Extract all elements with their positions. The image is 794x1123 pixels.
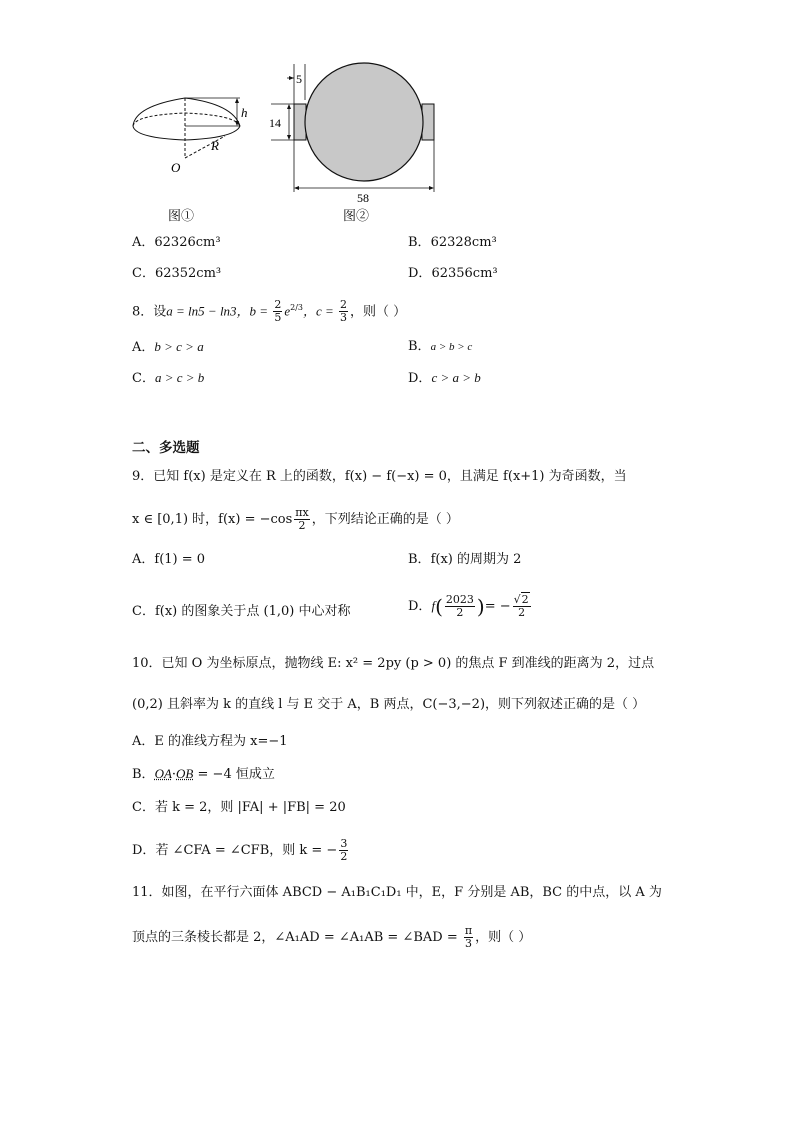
option-text: 62328cm³ bbox=[430, 235, 497, 250]
q11-line2 bbox=[132, 925, 531, 950]
q8-exp-base: e bbox=[284, 303, 291, 319]
q8-option-a bbox=[132, 338, 204, 357]
q8-option-b bbox=[408, 338, 472, 356]
q9-line2b: ，下列结论正确的是（ ） bbox=[311, 512, 459, 527]
q8-fraction-b bbox=[273, 299, 282, 324]
option-text: a > b > c bbox=[430, 341, 473, 353]
option-letter: B． bbox=[408, 552, 431, 567]
q8-option-c bbox=[132, 369, 204, 388]
frac-numerator: πx bbox=[295, 506, 309, 519]
option-text: b > c > a bbox=[154, 339, 204, 354]
option-letter: D． bbox=[408, 371, 432, 386]
option-text: a > c > b bbox=[154, 370, 205, 385]
q9-option-c bbox=[132, 603, 350, 621]
vector-OB: OB bbox=[176, 766, 194, 781]
q8-part2: ，c = bbox=[302, 303, 338, 319]
option-letter: C． bbox=[132, 371, 155, 386]
option-text: = −4 恒成立 bbox=[193, 767, 275, 782]
q7-option-c bbox=[132, 265, 221, 283]
q10-line2: (0,2) 且斜率为 k 的直线 l 与 E 交于 A，B 两点，C(−3,−2)，则下列叙述正确的是（ ） bbox=[132, 697, 646, 712]
frac-numerator: 2 bbox=[274, 298, 282, 312]
q8-number: 8．设 bbox=[132, 304, 167, 320]
q8-exp-sup: 2/3 bbox=[290, 303, 303, 312]
option-letter: D． bbox=[408, 599, 432, 614]
option-text: c > a > b bbox=[431, 370, 481, 385]
frac-denominator: 3 bbox=[340, 311, 348, 325]
R-label: R bbox=[211, 138, 219, 153]
figure-2-caption: 图② bbox=[343, 209, 370, 224]
h-label: h bbox=[241, 105, 248, 120]
q10-option-b bbox=[132, 765, 275, 784]
q8-part1: a = ln5 − ln3，b = bbox=[166, 303, 272, 319]
vector-OA: OA bbox=[154, 766, 172, 781]
frac-numerator: 2 bbox=[340, 298, 348, 312]
q10d-fraction bbox=[339, 838, 348, 863]
q9-line2 bbox=[132, 507, 459, 532]
q10-option-d bbox=[132, 838, 350, 863]
option-letter: C． bbox=[132, 266, 155, 281]
paren: ( bbox=[435, 594, 443, 619]
option-letter: A． bbox=[132, 340, 155, 355]
option-letter: A． bbox=[132, 552, 155, 567]
q7-option-d bbox=[408, 265, 498, 283]
option-letter: D． bbox=[408, 266, 432, 281]
option-text: E 的准线方程为 x=−1 bbox=[154, 734, 288, 749]
figure-2-sphere-with-caps bbox=[265, 60, 445, 210]
option-letter: C． bbox=[132, 800, 155, 815]
section-heading: 二、多选题 bbox=[132, 440, 200, 456]
option-letter: B． bbox=[408, 235, 431, 250]
q9d-sqrt-fraction bbox=[513, 594, 531, 619]
option-text: 62356cm³ bbox=[431, 266, 498, 281]
q9d-inner-fraction bbox=[445, 594, 475, 619]
option-letter: C． bbox=[132, 604, 155, 619]
option-letter: A． bbox=[132, 235, 155, 250]
q8-fraction-c bbox=[339, 299, 348, 324]
option-text: 62326cm³ bbox=[154, 235, 221, 250]
option-text: 若 k = 2，则 |FA| + |FB| = 20 bbox=[154, 800, 346, 815]
q11-fraction bbox=[464, 925, 473, 950]
sqrt-radicand: 2 bbox=[521, 593, 529, 606]
frac-numerator: π bbox=[464, 924, 473, 937]
q8-option-d bbox=[408, 369, 481, 388]
equals-minus: = − bbox=[484, 599, 511, 614]
dim-14-label: 14 bbox=[269, 116, 281, 130]
q11-line1: 11．如图，在平行六面体 ABCD − A₁B₁C₁D₁ 中，E，F 分别是 AB，BC 的中点，以 A 为 bbox=[132, 885, 662, 900]
q9-line2a: x ∈ [0,1) 时，f(x) = −cos bbox=[132, 512, 293, 527]
option-letter: B． bbox=[408, 339, 431, 354]
frac-denominator: 2 bbox=[298, 519, 306, 532]
q9-option-d bbox=[408, 594, 533, 619]
O-label: O bbox=[171, 160, 181, 175]
frac-numerator: √2 bbox=[513, 593, 529, 606]
option-text: 若 ∠CFA = ∠CFB，则 k = − bbox=[155, 843, 338, 858]
option-letter: B． bbox=[132, 767, 155, 782]
q10-line1: 10．已知 O 为坐标原点，抛物线 E: x² = 2py (p > 0) 的焦点 F 到准线的距离为 2，过点 bbox=[132, 656, 655, 671]
q10-option-c bbox=[132, 799, 346, 817]
frac-denominator: 5 bbox=[274, 311, 282, 325]
q9-line1: 9．已知 f(x) 是定义在 R 上的函数，f(x) − f(−x) = 0，且满足 f(x+1) 为奇函数，当 bbox=[132, 469, 627, 484]
q9-fraction bbox=[294, 507, 309, 532]
dim-58-label: 58 bbox=[357, 191, 369, 205]
option-text: f(x) 的周期为 2 bbox=[430, 552, 522, 567]
q8-stem bbox=[132, 299, 406, 324]
frac-denominator: 2 bbox=[456, 606, 464, 619]
q7-option-b bbox=[408, 234, 497, 252]
frac-denominator: 2 bbox=[518, 606, 526, 619]
option-text: f(1) = 0 bbox=[154, 552, 206, 567]
frac-numerator: 3 bbox=[340, 837, 348, 850]
dot-operator: · bbox=[171, 767, 177, 782]
q11-line2b: ，则（ ） bbox=[475, 930, 532, 945]
q9-option-a bbox=[132, 551, 205, 569]
paren: ) bbox=[476, 594, 485, 619]
option-letter: D． bbox=[132, 843, 156, 858]
q11-line2a: 顶点的三条棱长都是 2，∠A₁AD = ∠A₁AB = ∠BAD = bbox=[132, 930, 462, 945]
dim-5-label: 5 bbox=[296, 72, 302, 86]
option-text: 62352cm³ bbox=[154, 266, 222, 281]
frac-numerator: 2023 bbox=[445, 593, 474, 606]
frac-denominator: 3 bbox=[464, 937, 472, 950]
q7-option-a bbox=[132, 234, 221, 252]
figure-1-caption: 图① bbox=[168, 209, 195, 224]
q9-option-b bbox=[408, 551, 521, 569]
option-text: f(x) 的图象关于点 (1,0) 中心对称 bbox=[154, 604, 351, 619]
q8-tail: ，则（ ） bbox=[350, 304, 407, 320]
f-symbol: f bbox=[431, 598, 436, 613]
q10-option-a bbox=[132, 733, 288, 751]
frac-denominator: 2 bbox=[340, 850, 348, 863]
option-letter: A． bbox=[132, 734, 155, 749]
figure-1-spherical-cap bbox=[125, 88, 265, 183]
